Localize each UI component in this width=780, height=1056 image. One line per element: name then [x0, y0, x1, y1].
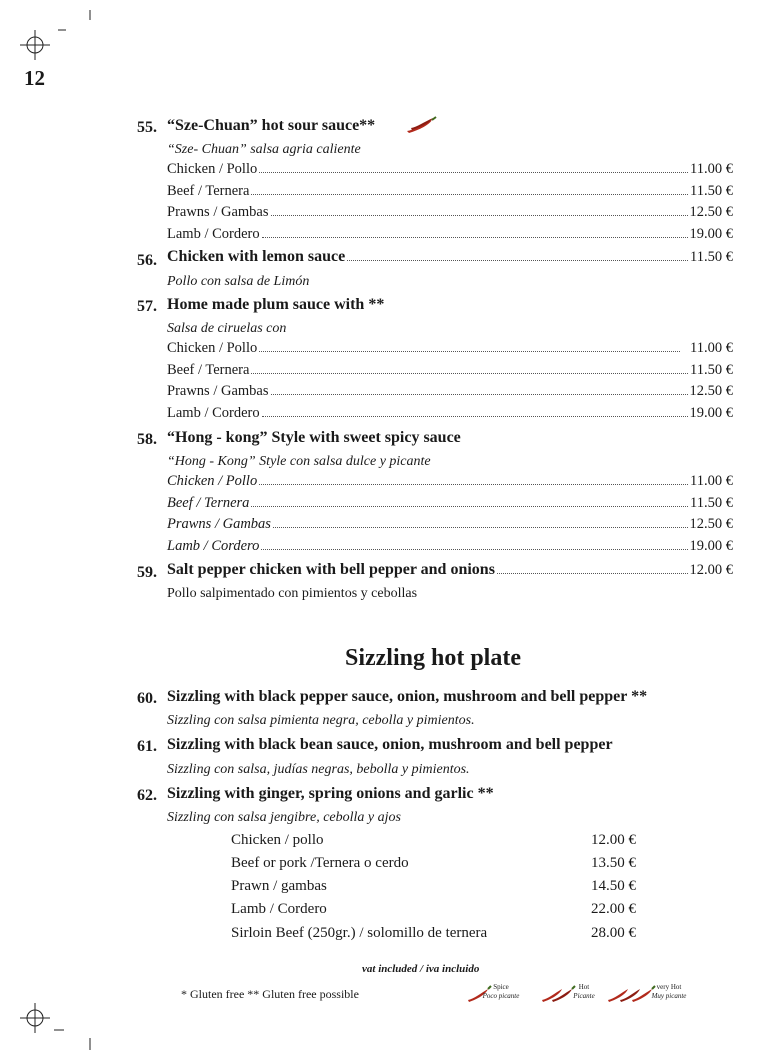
- variant-label: Prawns / Gambas: [167, 383, 269, 399]
- item-number: 57.: [137, 298, 157, 315]
- dot-leader: [261, 549, 687, 550]
- variant-label: Beef / Ternera: [167, 183, 250, 199]
- crop-mark-icon: [20, 30, 50, 60]
- item-title: Sizzling with ginger, spring onions and garlic **: [167, 785, 494, 802]
- variant-label: Beef / Ternera: [167, 362, 250, 378]
- variant-price: 19.00 €: [689, 226, 733, 242]
- variant-label: Chicken / Pollo: [167, 161, 258, 177]
- variant-price: 22.00 €: [591, 901, 636, 917]
- item-title: “Sze-Chuan” hot sour sauce**: [167, 117, 376, 134]
- dot-leader: [259, 351, 680, 352]
- variant-price: 14.50 €: [591, 878, 636, 894]
- item-number: 60.: [137, 690, 157, 707]
- legend-very-hot: [606, 983, 690, 1005]
- dot-leader: [262, 237, 688, 238]
- variant-label: Lamb / Cordero: [231, 901, 327, 917]
- dot-leader: [273, 527, 688, 528]
- dot-leader: [271, 215, 688, 216]
- item-number: 61.: [137, 738, 157, 755]
- variant-label: Lamb / Cordero: [167, 538, 260, 554]
- item-subtitle: “Sze- Chuan” salsa agria caliente: [167, 142, 361, 157]
- legend-spice: [466, 983, 526, 1005]
- price-row: [167, 362, 733, 379]
- variant-price: 19.00 €: [689, 405, 733, 421]
- variant-price: 11.00 €: [690, 161, 733, 177]
- page-number: 12: [24, 66, 45, 90]
- crop-mark-icon: [20, 1003, 50, 1033]
- dot-leader: [497, 573, 688, 574]
- menu-item-59: [167, 561, 733, 579]
- dot-leader: [347, 260, 688, 261]
- dot-leader: [259, 484, 688, 485]
- chili-pepper-icon: [405, 115, 437, 135]
- legend-label-es: Poco picante: [482, 992, 520, 1000]
- variant-label: Chicken / pollo: [231, 832, 324, 848]
- variant-label: Chicken / Pollo: [167, 473, 258, 489]
- variant-label: Lamb / Cordero: [167, 405, 260, 421]
- legend-label-es: Picante: [573, 992, 595, 1000]
- price-row: [167, 405, 733, 422]
- dot-leader: [262, 416, 688, 417]
- item-number: 58.: [137, 431, 157, 448]
- item-title: Sizzling with black bean sauce, onion, mushroom and bell pepper: [167, 736, 613, 753]
- price-row: [167, 516, 733, 533]
- item-price: 11.50 €: [690, 249, 733, 265]
- item-price: 12.00 €: [689, 562, 733, 578]
- variant-price: 13.50 €: [591, 855, 636, 871]
- dot-leader: [251, 373, 688, 374]
- legend-label-es: Muy picante: [651, 992, 687, 1000]
- variant-label: Lamb / Cordero: [167, 226, 260, 242]
- variant-label: Chicken / Pollo: [167, 340, 258, 356]
- legend-hot: [540, 983, 596, 1005]
- price-row: [167, 383, 733, 400]
- dot-leader: [259, 172, 688, 173]
- variant-price: 12.00 €: [591, 832, 636, 848]
- variant-label: Prawn / gambas: [231, 878, 327, 894]
- variant-label: Prawns / Gambas: [167, 516, 271, 532]
- variant-label: Beef / Ternera: [167, 495, 250, 511]
- item-number: 59.: [137, 564, 157, 581]
- variant-label: Sirloin Beef (250gr.) / solomillo de ternera: [231, 925, 488, 941]
- variant-price: 11.50 €: [690, 183, 733, 199]
- price-row: [167, 495, 733, 512]
- variant-price: 11.00 €: [690, 340, 733, 356]
- variant-price: 11.50 €: [690, 495, 733, 511]
- price-row: [167, 473, 733, 490]
- dot-leader: [271, 394, 688, 395]
- item-subtitle: Salsa de ciruelas con: [167, 321, 287, 336]
- variant-price: 19.00 €: [689, 538, 733, 554]
- legend-label: Spice: [493, 983, 509, 991]
- item-title: “Hong - kong” Style with sweet spicy sauce: [167, 429, 461, 446]
- section-title: Sizzling hot plate: [344, 645, 521, 671]
- price-row: [167, 340, 733, 357]
- variant-label: Prawns / Gambas: [167, 204, 269, 220]
- menu-item-56: [167, 248, 733, 266]
- item-title: Chicken with lemon sauce: [167, 248, 346, 265]
- price-row: [167, 538, 733, 555]
- item-subtitle: Sizzling con salsa pimienta negra, cebolla y pimientos.: [167, 713, 475, 728]
- legend-label: Hot: [578, 983, 590, 991]
- legend-label: very Hot: [656, 983, 682, 991]
- item-subtitle: Sizzling con salsa, judías negras, bebolla y pimientos.: [167, 762, 470, 777]
- crop-tick-icon: [58, 10, 98, 34]
- item-subtitle: Sizzling con salsa jengibre, cebolla y ajos: [167, 810, 401, 825]
- item-subtitle: Pollo con salsa de Limón: [167, 274, 310, 289]
- variant-price: 28.00 €: [591, 925, 636, 941]
- variant-label: Beef or pork /Ternera o cerdo: [231, 855, 409, 871]
- variant-price: 12.50 €: [689, 383, 733, 399]
- variant-price: 12.50 €: [689, 204, 733, 220]
- item-subtitle: “Hong - Kong” Style con salsa dulce y picante: [167, 454, 431, 469]
- item-title: Home made plum sauce with **: [167, 296, 385, 313]
- item-title: Salt pepper chicken with bell pepper and onions: [167, 561, 495, 578]
- dot-leader: [251, 506, 688, 507]
- crop-tick-icon: [54, 1022, 98, 1052]
- item-number: 55.: [137, 119, 157, 136]
- variant-price: 11.50 €: [690, 362, 733, 378]
- price-row: [167, 161, 733, 178]
- price-row: [167, 204, 733, 221]
- price-row: [167, 226, 733, 243]
- item-subtitle: Pollo salpimentado con pimientos y cebollas: [167, 586, 418, 601]
- vat-note: vat included / iva incluido: [362, 963, 480, 975]
- item-number: 56.: [137, 252, 157, 269]
- variant-price: 12.50 €: [689, 516, 733, 532]
- gluten-note: * Gluten free ** Gluten free possible: [181, 987, 359, 1001]
- dot-leader: [251, 194, 688, 195]
- item-title: Sizzling with black pepper sauce, onion, mushroom and bell pepper **: [167, 688, 648, 705]
- variant-price: 11.00 €: [690, 473, 733, 489]
- price-row: [167, 183, 733, 200]
- item-number: 62.: [137, 787, 157, 804]
